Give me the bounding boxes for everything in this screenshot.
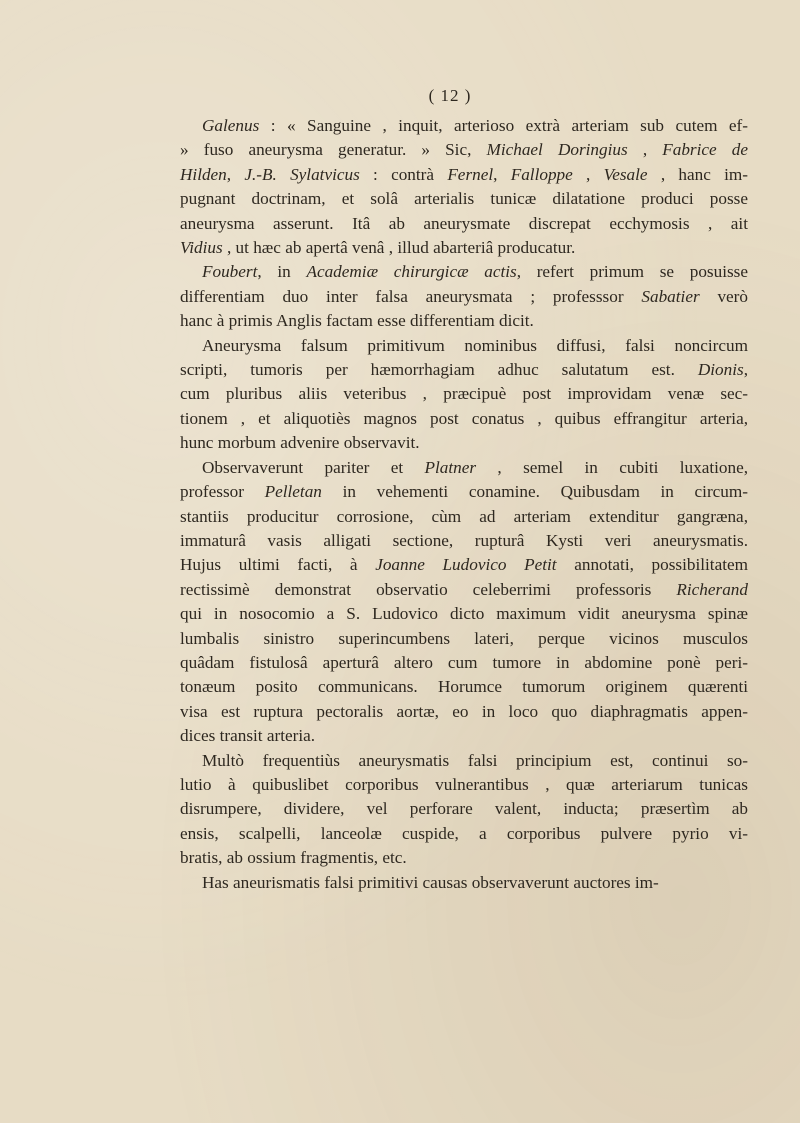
text-line: Galenus : « Sanguine , inquit, arterioso extrà arteriam sub cutem ef-	[202, 116, 748, 135]
text-line: cum pluribus aliis veteribus , præcipuè post improvidam venæ sec-	[180, 384, 748, 404]
text-line: scripti, tumoris per hæmorrhagiam adhuc salutatum est. Dionis,	[180, 360, 748, 380]
text-line: Observaverunt pariter et Platner , semel in cubiti luxatione,	[202, 457, 748, 477]
text-line: lumbalis sinistro superincumbens lateri, perque vicinos musculos	[180, 628, 748, 648]
text-line: hanc à primis Anglis factam esse differentiam dicit.	[180, 311, 534, 331]
text-line: Foubert, in Academiæ chirurgicæ actis, refert primum se posuisse	[202, 262, 748, 282]
text-line: quâdam fistulosâ aperturâ altero cum tumore in abdomine ponè peri-	[180, 652, 748, 672]
text-line: Vidius , ut hæc ab apertâ venâ , illud abarteriâ producatur.	[180, 238, 576, 258]
paragraph	[180, 260, 748, 333]
text-line: rectissimè demonstrat observatio celeberrimi professoris Richerand	[180, 579, 748, 599]
text-line: immaturâ vasis alligati sectione, rupturâ Kysti veri aneurysmatis.	[180, 530, 748, 550]
text-line: Has aneurismatis falsi primitivi causas observaverunt auctores im-	[202, 872, 659, 892]
text-line: visa est ruptura pectoralis aortæ, eo in loco quo diaphragmatis appen-	[180, 701, 748, 721]
text-line: bratis, ab ossium fragmentis, etc.	[180, 848, 407, 868]
text-line: tonæum posito communicans. Horumce tumorum originem quærenti	[180, 677, 748, 697]
text-line: dices transit arteria.	[180, 726, 316, 746]
text-line: Aneurysma falsum primitivum nominibus diffusi, falsi noncircum	[202, 335, 748, 355]
text-line: Hilden, J.-B. Sylatvicus : contrà Fernel, Falloppe , Vesale , hanc im-	[180, 164, 748, 184]
page-number: ( 12 )	[428, 86, 472, 105]
text-line: aneurysma asserunt. Itâ ab aneurysmate discrepat ecchymosis , ait	[180, 213, 748, 233]
text-line: Multò frequentiùs aneurysmatis falsi principium est, continui so-	[202, 750, 748, 770]
text-line: disrumpere, dividere, vel perforare valent, inducta; præsertìm ab	[180, 799, 748, 819]
paragraph	[180, 456, 748, 749]
paragraph	[180, 749, 748, 871]
text-line: stantiis producitur corrosione, cùm ad arteriam extenditur gangræna,	[180, 506, 748, 526]
text-line: tionem , et aliquotiès magnos post conatus , quibus effrangitur arteria,	[180, 408, 748, 428]
paragraph	[180, 871, 748, 895]
text-line: » fuso aneurysma generatur. » Sic, Michael Doringius , Fabrice de	[180, 140, 749, 160]
text-line: ensis, scalpelli, lanceolæ cuspide, a corporibus pulvere pyrio vi-	[180, 823, 748, 843]
text-line: differentiam duo inter falsa aneurysmata ; professsor Sabatier verò	[180, 286, 749, 306]
text-line: Hujus ultimi facti, à Joanne Ludovico Petit annotati, possibilitatem	[180, 555, 748, 575]
text-line: lutio à quibuslibet corporibus vulnerantibus , quæ arteriarum tunicas	[180, 774, 748, 794]
text-line: professor Pelletan in vehementi conamine. Quibusdam in circum-	[180, 482, 748, 502]
paragraph	[180, 334, 748, 456]
paragraph	[180, 114, 748, 260]
text-line: qui in nosocomio a S. Ludovico dicto maximum vidit aneurysma spinæ	[180, 604, 748, 624]
text-line: hunc morbum advenire observavit.	[180, 433, 420, 453]
text-line: pugnant doctrinam, et solâ arterialis tunicæ dilatatione produci posse	[180, 189, 748, 209]
page-text	[180, 114, 748, 895]
